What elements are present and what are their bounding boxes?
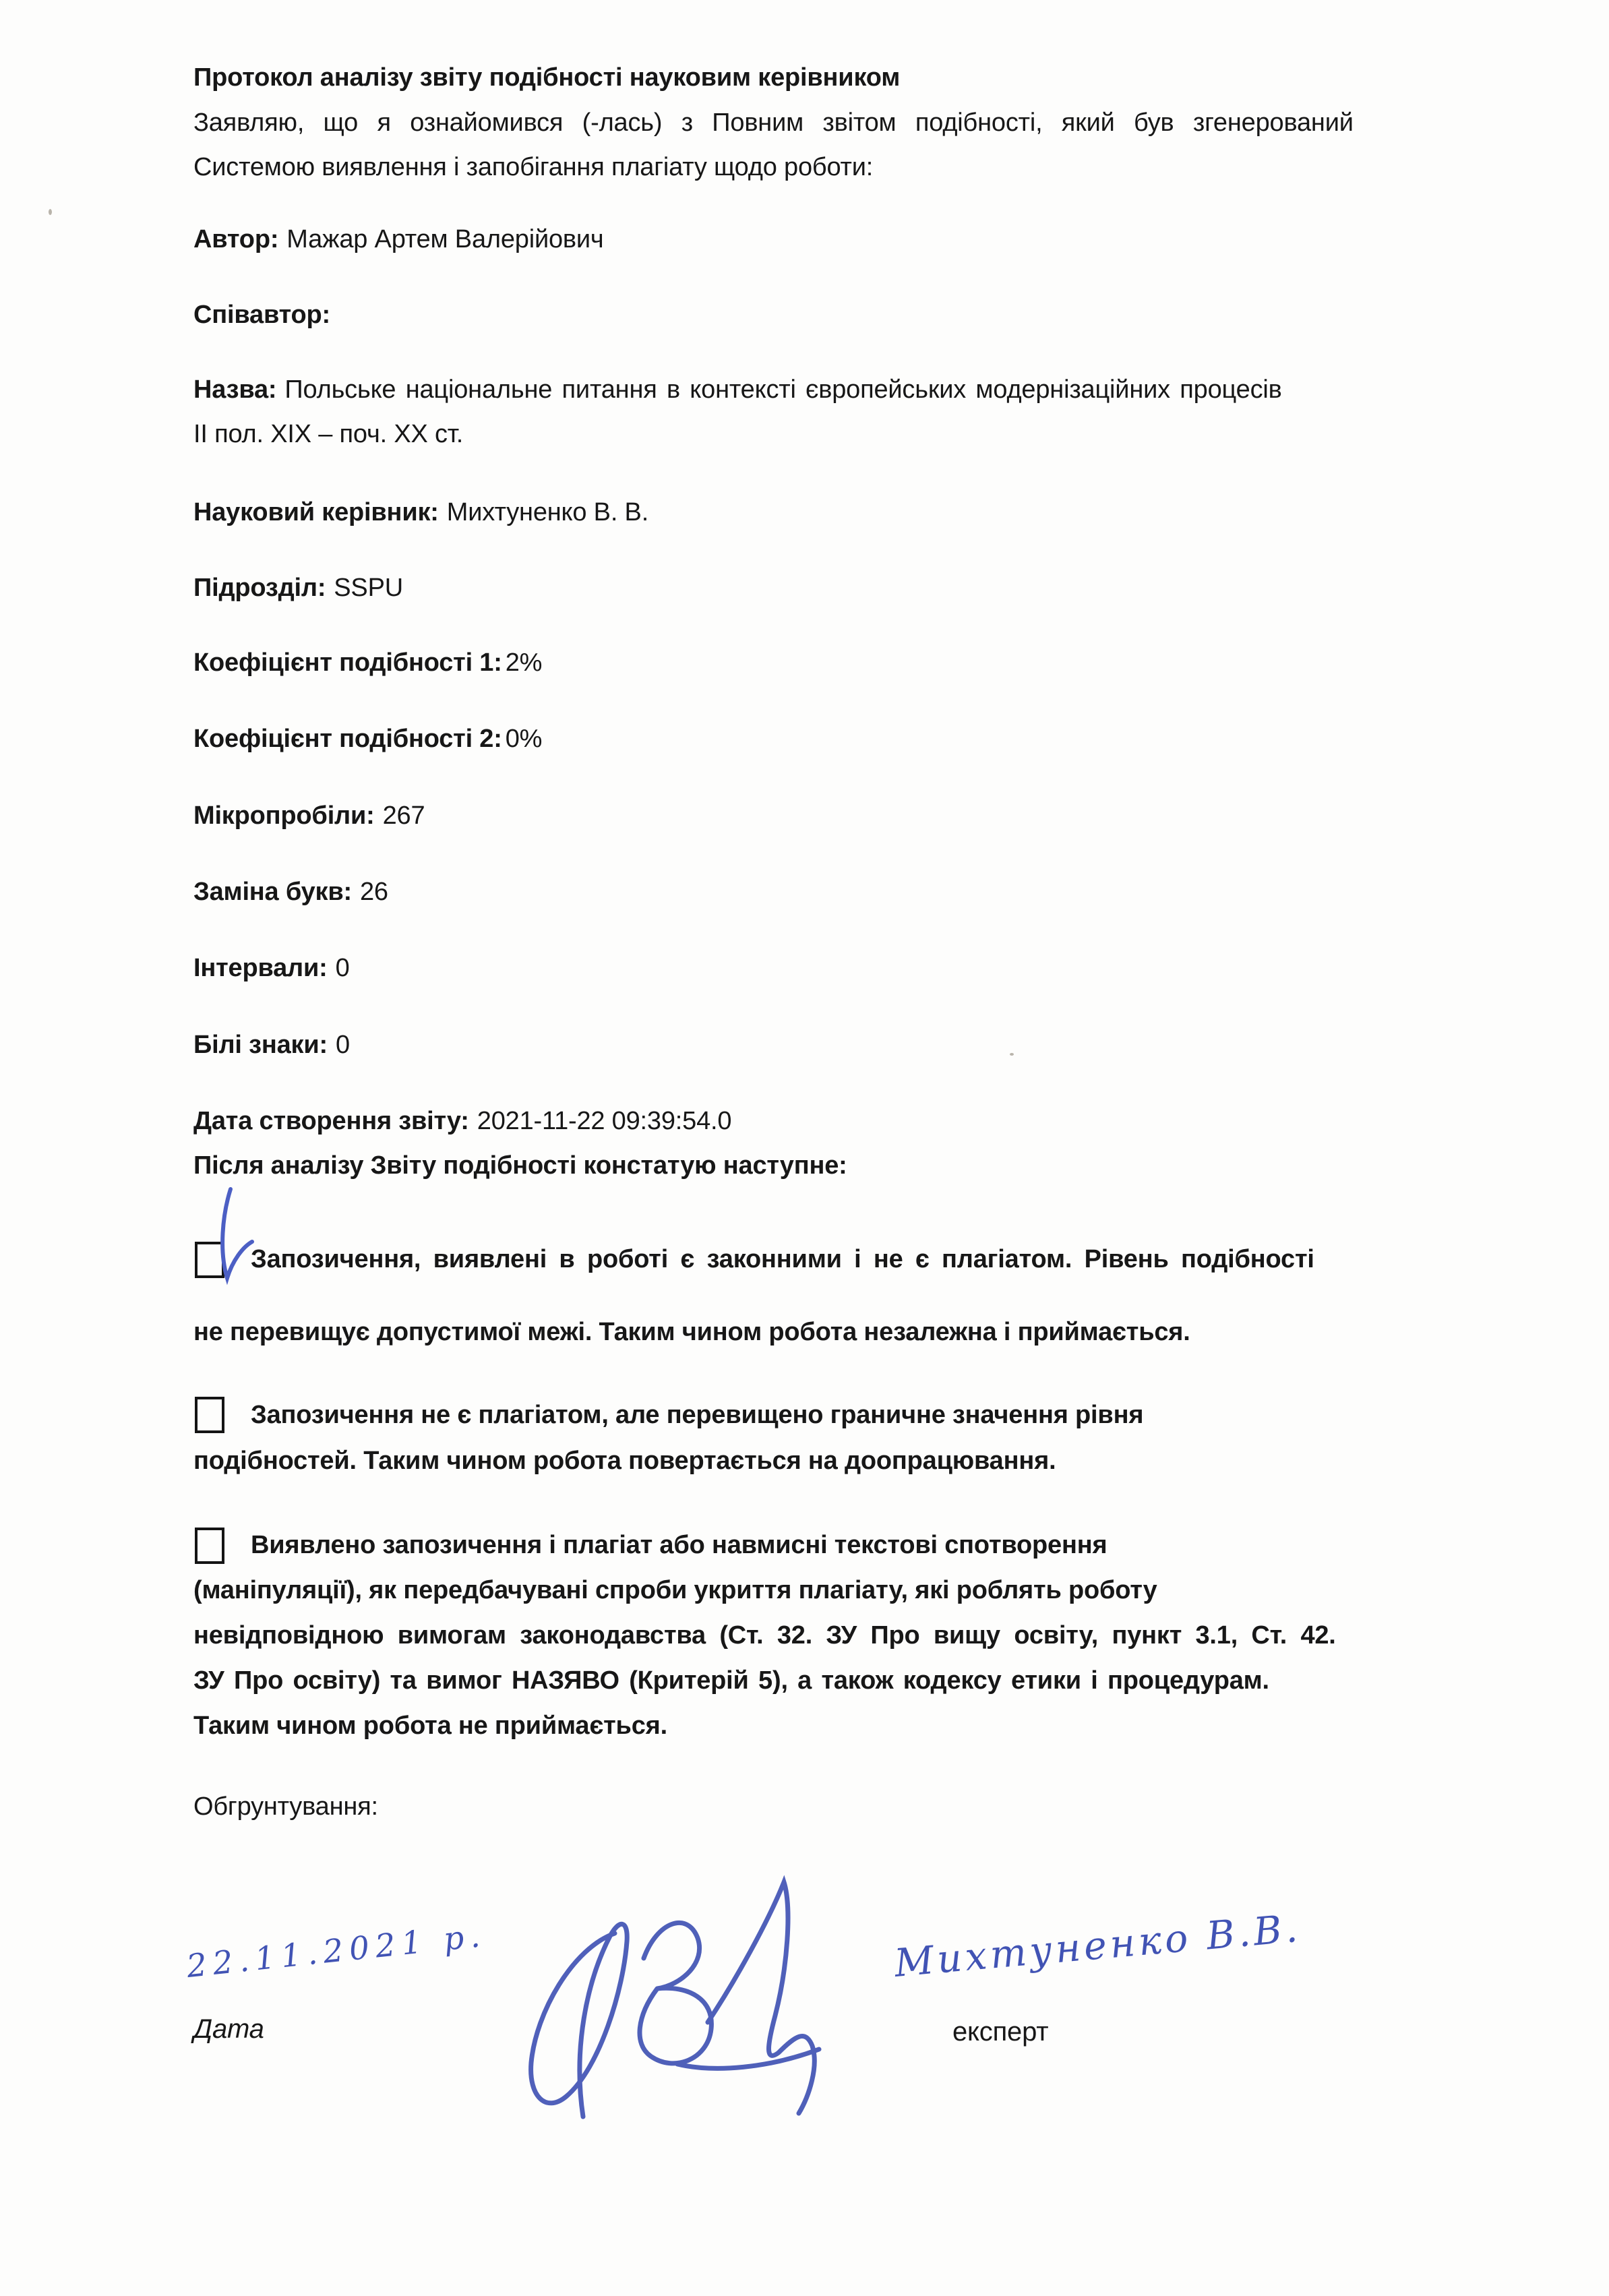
unit-value: SSPU bbox=[334, 574, 403, 602]
supervisor-signature-icon bbox=[465, 1847, 843, 2137]
field-work-title bbox=[193, 376, 1282, 404]
option-3-line-3: невідповідною вимогам законодавства (Ст. 32. ЗУ Про вищу освіту, пункт 3.1, Ст. 42. bbox=[193, 1621, 1336, 1650]
field-coefficient-2 bbox=[193, 725, 542, 754]
date-label: Дата bbox=[193, 2014, 264, 2044]
supervisor-value: Михтуненко В. В. bbox=[446, 498, 649, 526]
report-date-label: Дата створення звіту: bbox=[193, 1107, 469, 1135]
option-3-line-1: Виявлено запозичення і плагіат або навмисні текстові спотворення bbox=[251, 1531, 1107, 1559]
field-coauthor bbox=[193, 301, 338, 330]
author-value: Мажар Артем Валерійович bbox=[286, 225, 604, 253]
letter-swap-value: 26 bbox=[360, 878, 388, 906]
white-signs-value: 0 bbox=[335, 1031, 350, 1059]
author-label: Автор: bbox=[193, 225, 279, 253]
intro-line-2: Системою виявлення і запобігання плагіату щодо роботи: bbox=[193, 153, 874, 181]
justification-label: Обгрунтування: bbox=[193, 1792, 378, 1821]
coauthor-label: Співавтор: bbox=[193, 301, 330, 329]
field-author bbox=[193, 226, 604, 254]
expert-signature: Михтуненко В.В. bbox=[892, 1906, 1303, 1986]
option-2-checkbox bbox=[195, 1397, 224, 1433]
option-3-line-4: ЗУ Про освіту) та вимог НАЗЯВО (Критерій 5), а також кодексу етики і процедурам. bbox=[193, 1666, 1269, 1695]
field-supervisor bbox=[193, 499, 648, 527]
option-1-line-2: не перевищує допустимої межі. Таким чином робота незалежна і приймається. bbox=[193, 1318, 1190, 1346]
coefficient-1-label: Коефіцієнт подібності 1: bbox=[193, 648, 502, 677]
coefficient-2-label: Коефіцієнт подібності 2: bbox=[193, 725, 502, 753]
option-3-line-2: (маніпуляції), як передбачувані спроби укриття плагіату, які роблять роботу bbox=[193, 1576, 1157, 1604]
option-3-checkbox bbox=[195, 1528, 224, 1564]
scan-artifact bbox=[49, 209, 52, 215]
option-1-line-1: Запозичення, виявлені в роботі є законними і не є плагіатом. Рівень подібності bbox=[251, 1245, 1314, 1273]
option-3-line-5: Таким чином робота не приймається. bbox=[193, 1712, 667, 1740]
expert-label: експерт bbox=[952, 2017, 1049, 2047]
letter-swap-label: Заміна букв: bbox=[193, 878, 352, 906]
microspaces-value: 267 bbox=[382, 802, 425, 830]
work-title-value-line1: Польське національне питання в контексті європейських модернізаційних процесів bbox=[284, 375, 1282, 404]
white-signs-label: Білі знаки: bbox=[193, 1031, 328, 1059]
coefficient-1-value: 2% bbox=[505, 648, 543, 677]
field-report-date bbox=[193, 1108, 731, 1136]
scan-artifact bbox=[1010, 1053, 1014, 1056]
report-date-value: 2021-11-22 09:39:54.0 bbox=[477, 1107, 732, 1135]
field-letter-swap bbox=[193, 878, 388, 907]
intervals-label: Інтервали: bbox=[193, 954, 328, 982]
coefficient-2-value: 0% bbox=[505, 725, 543, 753]
work-title-label: Назва: bbox=[193, 375, 277, 404]
unit-label: Підрозділ: bbox=[193, 574, 326, 602]
option-2-line-2: подібностей. Таким чином робота повертається на доопрацювання. bbox=[193, 1447, 1056, 1475]
intro-line-1: Заявляю, що я ознайомився (-лась) з Повним звітом подібності, який був згенерований bbox=[193, 109, 1354, 137]
field-unit bbox=[193, 574, 403, 603]
work-title-value-line2: II пол. XIX – поч. XX ст. bbox=[193, 420, 464, 448]
handwritten-date: 22.11.2021 р. bbox=[185, 1916, 488, 1985]
supervisor-label: Науковий керівник: bbox=[193, 498, 439, 526]
field-microspaces bbox=[193, 802, 425, 830]
field-coefficient-1 bbox=[193, 649, 542, 677]
page-title: Протокол аналізу звіту подібності науковим керівником bbox=[193, 63, 901, 92]
field-white-signs bbox=[193, 1031, 350, 1060]
microspaces-label: Мікропробіли: bbox=[193, 802, 375, 830]
intervals-value: 0 bbox=[335, 954, 350, 982]
option-2-line-1: Запозичення не є плагіатом, але перевищено граничне значення рівня bbox=[251, 1401, 1144, 1429]
statement-line: Після аналізу Звіту подібності констатую наступне: bbox=[193, 1151, 847, 1180]
field-intervals bbox=[193, 955, 350, 983]
